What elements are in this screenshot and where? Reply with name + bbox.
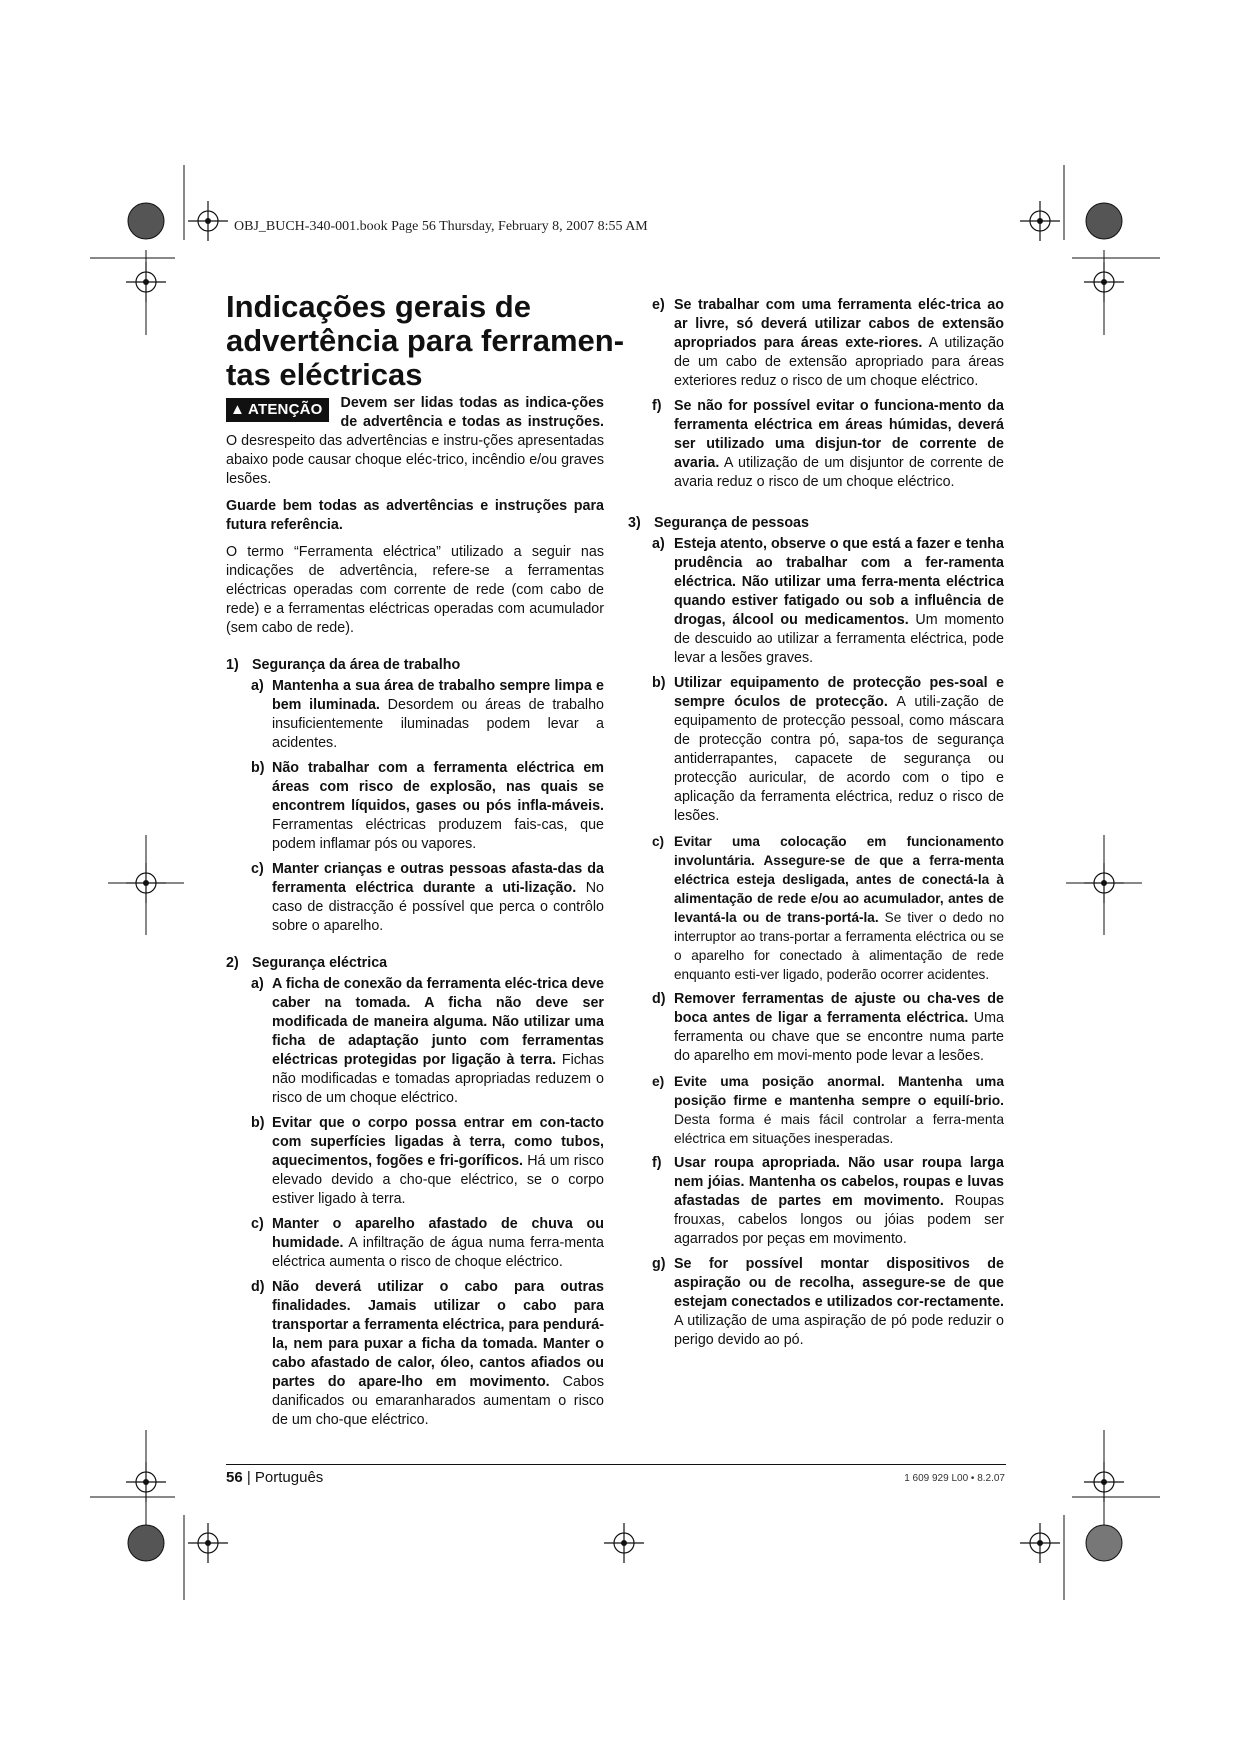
footer-doc-code: 1 609 929 L00 • 8.2.07 (904, 1473, 1005, 1484)
section-3 (628, 514, 1004, 1350)
item-letter: d) (652, 991, 666, 1007)
item-text: Ferramentas eléctricas produzem fais-cas, que podem inflamar pós ou vapores. (272, 817, 604, 852)
section-number: 1) (226, 657, 239, 673)
item-text: Desordem ou áreas de trabalho insuficientemente iluminadas podem levar a acidentes. (272, 697, 604, 751)
item-bold: Esteja atento, observe o que está a fazer e tenha prudência ao trabalhar com a fer-ramenta eléctrica. Não utilizar uma ferra-menta eléctrica quando estiver fatigado ou sob a influência de drogas, álcool ou medicamentos. (674, 536, 1004, 628)
warning-badge-label: ATENÇÃO (248, 401, 323, 418)
item-letter: b) (251, 1115, 265, 1131)
item-letter: d) (251, 1279, 265, 1295)
item-bold: Não trabalhar com a ferramenta eléctrica em áreas com risco de explosão, nas quais se encontrem líquidos, gases ou pós infla-máveis. (272, 760, 604, 814)
item-bold: Evite uma posição anormal. Mantenha uma posição firme e mantenha sempre o equilí-brio. (674, 1074, 1004, 1108)
warning-triangle-icon: ▲ (230, 401, 246, 418)
footer-separator: | (242, 1469, 255, 1486)
item-letter: g) (652, 1256, 666, 1272)
item-text: Fichas não modificadas e tomadas apropriadas reduzem o risco de um choque eléctrico. (272, 1052, 604, 1106)
warning-lead-text: O desrespeito das advertências e instru-ções apresentadas abaixo pode causar choque eléc-trico, incêndio e/ou graves lesões. (226, 433, 604, 487)
item-text: Cabos danificados ou emaranharados aumentam o risco de um cho-que eléctrico. (272, 1374, 604, 1428)
section-2 (226, 954, 604, 1430)
right-column (628, 296, 1004, 1356)
section-number: 2) (226, 955, 239, 971)
left-column (226, 394, 604, 1436)
item-bold: Manter crianças e outras pessoas afasta-das da ferramenta eléctrica durante a uti-lização. (272, 861, 604, 896)
list-item (226, 1215, 604, 1272)
footer-rule (226, 1464, 1006, 1465)
item-letter: f) (652, 1155, 662, 1171)
section-number: 3) (628, 515, 641, 531)
item-text: No caso de distracção é possível que perca o contrôlo sobre o aparelho. (272, 880, 605, 934)
section-heading (226, 954, 604, 973)
item-letter: a) (652, 536, 665, 552)
section-title: Segurança eléctrica (252, 955, 388, 971)
item-text: A utilização de um disjuntor de corrente de avaria reduz o risco de um choque eléctrico. (674, 455, 1004, 490)
list-item (226, 860, 604, 936)
item-text: A utilização de uma aspiração de pó pode reduzir o perigo devido ao pó. (674, 1313, 1004, 1348)
item-bold: Evitar uma colocação em funcionamento involuntária. Assegure-se de que a ferra-menta eléctrica esteja desligada, antes de conectá-la à alimentação de rede e/ou ao acumulador, antes de levantá-la ou de trans-portá-la. (674, 834, 1004, 925)
item-bold: Utilizar equipamento de protecção pes-soal e sempre óculos de protecção. (674, 675, 1004, 710)
section-heading (226, 656, 604, 675)
item-text: Desta forma é mais fácil controlar a ferra-menta eléctrica em situações inesperadas. (674, 1112, 1004, 1146)
section-heading (628, 514, 1004, 533)
item-letter: c) (652, 834, 665, 849)
item-letter: e) (652, 297, 665, 313)
item-text: Há um risco elevado devido a cho-que eléctrico, se o corpo estiver ligado à terra. (272, 1153, 604, 1207)
footer-language: Português (254, 1469, 324, 1486)
warning-badge (226, 398, 329, 422)
item-text: A infiltração de água numa ferra-menta eléctrica aumenta o risco de choque eléctrico. (272, 1235, 604, 1270)
item-letter: a) (251, 678, 264, 694)
footer-page-info (226, 1469, 323, 1486)
list-item (652, 1255, 1004, 1350)
item-letter: b) (251, 760, 265, 776)
item-letter: c) (251, 1216, 264, 1232)
item-bold: A ficha de conexão da ferramenta eléc-trica deve caber na tomada. A ficha não deve ser modificada de maneira alguma. Não utilizar uma ficha de adaptação junto com ferramentas eléctricas protegidas por ligação à terra. (272, 976, 604, 1068)
item-bold: Se for possível montar dispositivos de aspiração ou de recolha, assegure-se de que estejam conectados e utilizados cor-rectamente. (674, 1256, 1004, 1310)
item-bold: Usar roupa apropriada. Não usar roupa larga nem jóias. Mantenha os cabelos, roupas e luvas afastadas de partes em movimento. (674, 1155, 1004, 1209)
item-letter: b) (652, 675, 666, 691)
keep-instructions: Guarde bem todas as advertências e instruções para futura referência. (226, 498, 604, 533)
section-1 (226, 656, 604, 936)
item-text: Se tiver o dedo no interruptor ao trans-portar a ferramenta eléctrica ou se o aparelho for conectado à alimentação de rede enquanto esti-ver ligado, poderão ocorrer acidentes. (674, 910, 1004, 982)
section-3-items (652, 535, 1004, 1350)
page-title: Indicações gerais de advertência para ferramen-tas eléctricas (226, 289, 625, 392)
list-item (652, 674, 1004, 826)
item-text: Uma ferramenta ou chave que se encontre numa parte do aparelho em movi-mento pode levar a lesões. (674, 1010, 1004, 1064)
item-bold: Mantenha a sua área de trabalho sempre limpa e bem iluminada. (272, 678, 604, 713)
list-item (652, 1154, 1004, 1249)
item-bold: Não deverá utilizar o cabo para outras finalidades. Jamais utilizar o cabo para transportar a ferramenta eléctrica, para pendurá-la, nem para puxar a ficha da tomada. Manter o cabo afastado de calor, óleo, cantos afiados ou partes do apare-lho em movimento. (272, 1279, 604, 1390)
list-item (652, 1072, 1004, 1148)
warning-lead-bold: Devem ser lidas todas as indica-ções de advertência e todas as instruções. (340, 395, 604, 430)
section-title: Segurança de pessoas (654, 515, 809, 531)
item-text: Um momento de descuido ao utilizar a ferramenta eléctrica, pode levar a lesões graves. (674, 612, 1004, 666)
list-item (652, 296, 1004, 391)
list-item (226, 759, 604, 854)
page-number: 56 (226, 1469, 243, 1486)
list-item (226, 975, 604, 1108)
section-2-continued (652, 296, 1004, 492)
item-bold: Se trabalhar com uma ferramenta eléc-trica ao ar livre, só deverá utilizar cabos de extensão apropriados para áreas exte-riores. (674, 297, 1004, 351)
list-item (226, 1114, 604, 1209)
item-text: A utili-zação de equipamento de protecção pessoal, como máscara de protecção contra pó, sapa-tos de segurança antiderrapantes, capacete de segurança ou protecção auricular, de acordo com o tipo e aplicação da ferramenta eléctrica, reduz o risco de lesões. (674, 694, 1004, 824)
item-bold: Se não for possível evitar o funciona-mento da ferramenta eléctrica em áreas húmidas, deverá ser utilizado uma disjun-tor de corrente de avaria. (674, 398, 1004, 471)
item-letter: c) (251, 861, 264, 877)
list-item (652, 397, 1004, 492)
item-letter: e) (652, 1074, 665, 1089)
list-item (226, 1278, 604, 1430)
item-bold: Remover ferramentas de ajuste ou cha-ves de boca antes de ligar a ferramenta eléctrica. (674, 991, 1004, 1026)
list-item (652, 535, 1004, 668)
print-slug: OBJ_BUCH-340-001.book Page 56 Thursday, February 8, 2007 8:55 AM (234, 219, 648, 234)
intro-paragraph: O termo “Ferramenta eléctrica” utilizado a seguir nas indicações de advertência, refere-se a ferramentas eléctricas operadas com corrente de rede (com cabo de rede) e a ferramentas eléctricas operadas com acumulador (sem cabo de rede). (226, 544, 604, 636)
warning-paragraph (226, 394, 604, 489)
item-bold: Evitar que o corpo possa entrar em con-tacto com superfícies ligadas à terra, como tubos, aquecimentos, fogões e fri-goríficos. (272, 1115, 604, 1169)
section-title: Segurança da área de trabalho (252, 657, 461, 673)
list-item (226, 677, 604, 753)
list-item (652, 832, 1004, 984)
item-bold: Manter o aparelho afastado de chuva ou humidade. (272, 1216, 604, 1251)
item-letter: f) (652, 398, 662, 414)
item-text: A utilização de um cabo de extensão apropriado para áreas exteriores reduz o risco de um choque eléctrico. (674, 335, 1004, 389)
item-text: Roupas frouxas, cabelos longos ou jóias podem ser agarrados por peças em movimento. (674, 1193, 1004, 1247)
list-item (652, 990, 1004, 1066)
item-letter: a) (251, 976, 264, 992)
